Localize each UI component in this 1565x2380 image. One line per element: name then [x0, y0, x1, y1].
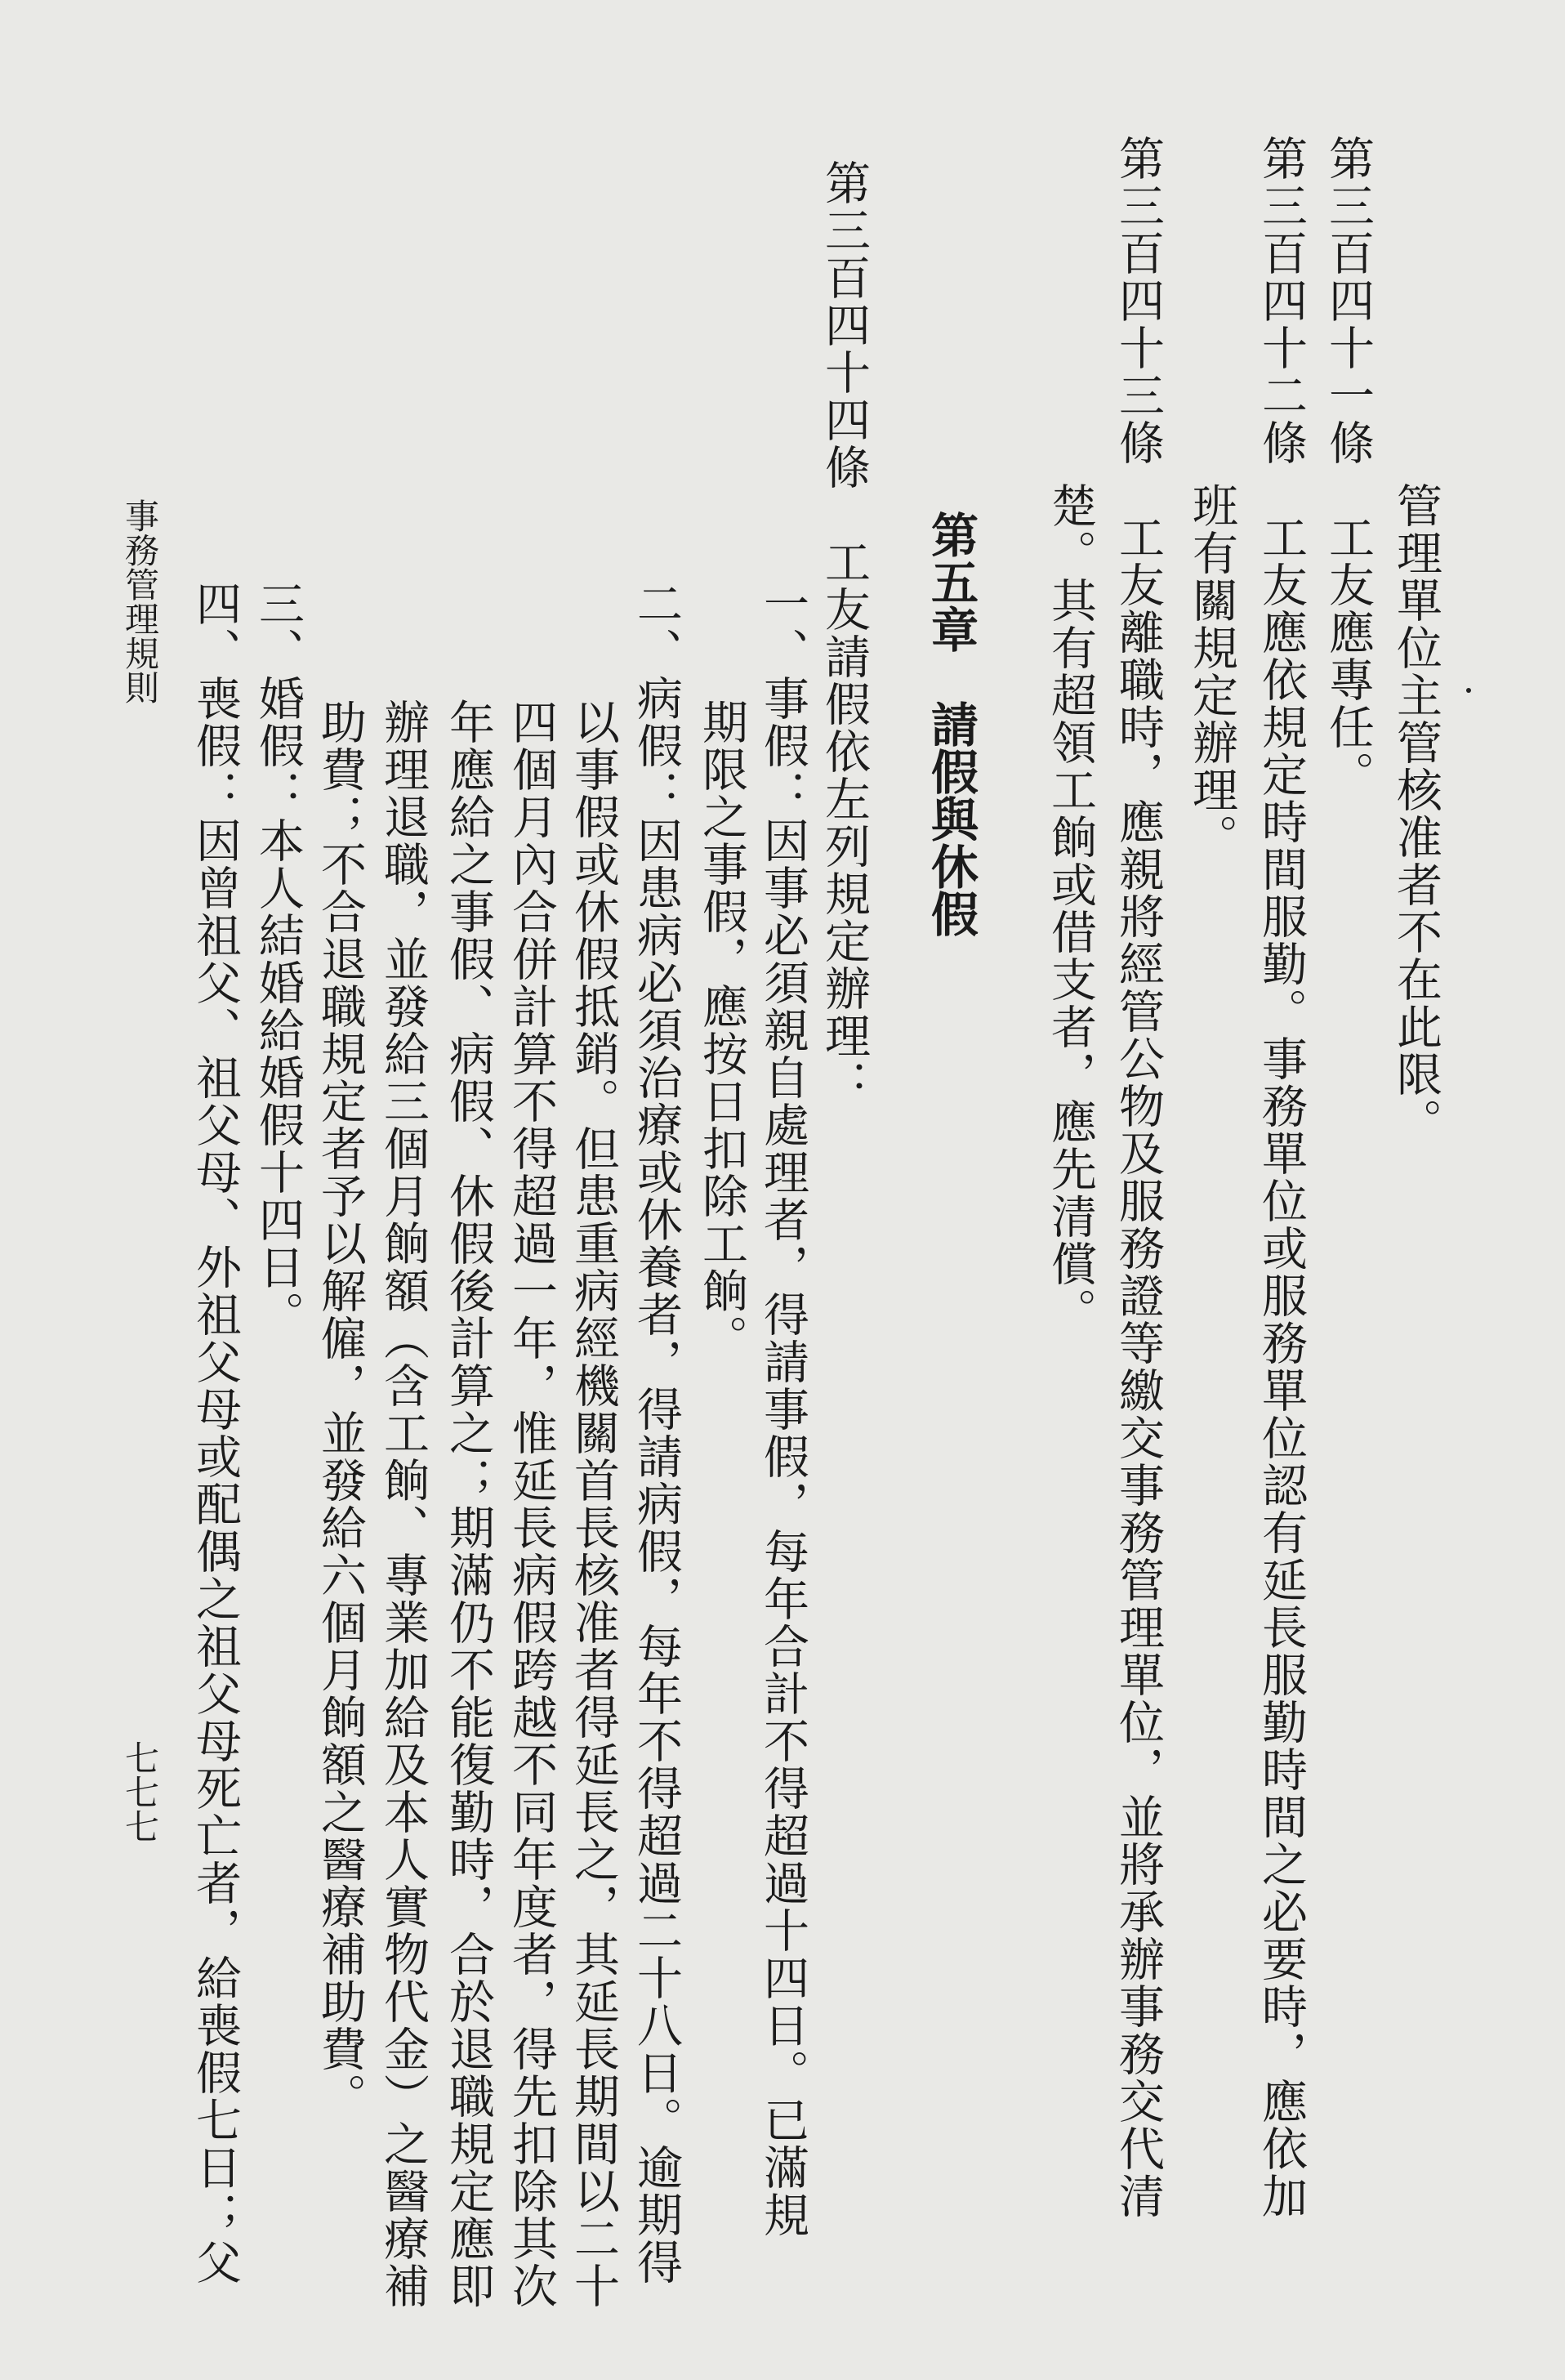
footer-book-title: 事務管理規則: [120, 498, 160, 704]
article-344: 第三百四十四條 工友請假依左列規定辦理：: [818, 159, 871, 1107]
text-column: 四個月內合併計算不得超過一年，惟延長病假跨越不同年度者，得先扣除其次: [505, 699, 558, 2310]
text-column: 期限之事假，應按日扣除工餉。: [695, 699, 748, 1362]
article-341: 第三百四十一條 工友應專任。: [1322, 135, 1375, 798]
text-column: 助費；不合退職規定者予以解僱，並發給六個月餉額之醫療補助費。: [314, 699, 367, 2120]
article-343: 第三百四十三條 工友離職時，應親將經管公物及服務證等繳交事務管理單位，並將承辦事務交代清: [1112, 135, 1165, 2220]
article-342: 第三百四十二條 工友應依規定時間服勤。事務單位或服務單位認有延長服勤時間之必要時，應依加: [1255, 135, 1308, 2220]
page-number: 七七七: [120, 1740, 160, 1843]
chapter-heading: 第五章 請假與休假: [923, 511, 979, 937]
list-item-leave: 一、事假：因事必須親自處理者，得請事假，每年合計不得超過十四日。已滿規: [756, 580, 809, 2239]
list-item-sick-leave: 二、病假：因患病必須治療或休養者，得請病假，每年不得超過二十八日。逾期得: [630, 580, 683, 2286]
list-item-funeral-leave: 四、喪假：因曾祖父、祖父母、外祖父母或配偶之祖父母死亡者，給喪假七日；父: [189, 580, 242, 2286]
text-column: 楚。其有超領工餉或借支者，應先清償。: [1044, 482, 1097, 1335]
text-column: 辦理退職，並發給三個月餉額（含工餉、專業加給及本人實物代金）之醫療補: [377, 699, 430, 2310]
ink-dot: [1466, 688, 1471, 693]
text-column: 管理單位主管核准者不在此限。: [1389, 482, 1442, 1145]
text-column: 以事假或休假抵銷。但患重病經機關首長核准者得延長之，其延長期間以二十: [567, 699, 620, 2310]
text-column: 班有關規定辦理。: [1185, 482, 1238, 861]
list-item-marriage-leave: 三、婚假：本人結婚給婚假十四日。: [252, 580, 305, 1338]
text-column: 年應給之事假、病假、休假後計算之；期滿仍不能復勤時，合於退職規定應即: [442, 699, 495, 2310]
